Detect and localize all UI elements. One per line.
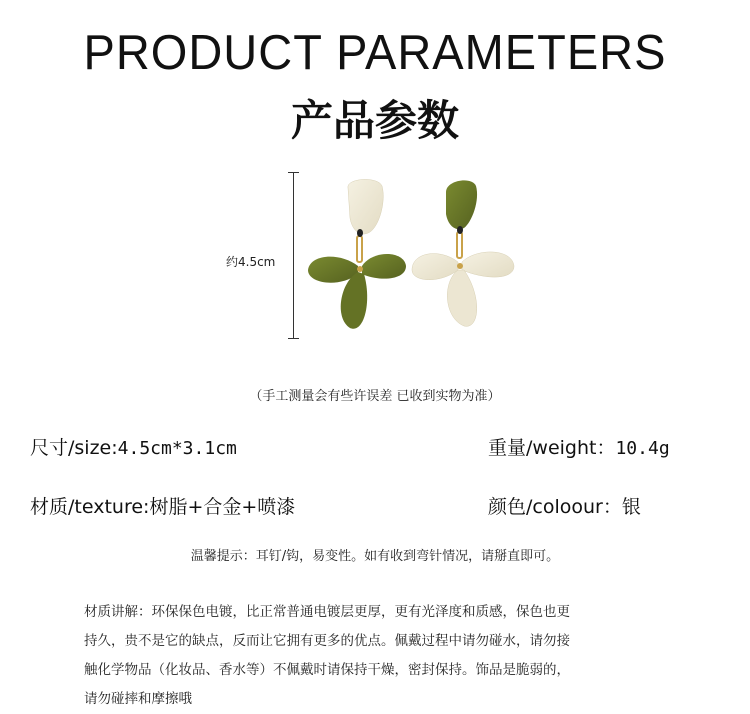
right-petal-2: [462, 252, 514, 277]
spec-weight-value: 10.4g: [615, 438, 670, 459]
left-petal-2: [362, 254, 406, 279]
spec-colour-value: 银: [621, 496, 641, 518]
dimension-label: 约4.5cm: [226, 255, 276, 269]
spec-colour-label: 颜色/coloour：: [488, 496, 622, 518]
measurement-note: （手工测量会有些许误差 已收到实物为准）: [249, 389, 501, 404]
page-title-en: PRODUCT PARAMETERS: [83, 23, 667, 80]
right-stud: [446, 180, 477, 229]
page-title-zh: 产品参数: [290, 96, 459, 145]
left-stud: [348, 179, 383, 234]
spec-texture: [30, 492, 295, 519]
spec-weight: [488, 433, 670, 460]
spec-weight-label: 重量/weight：: [488, 437, 616, 459]
tip-text: 温馨提示：耳钉/钩，易变性。如有收到弯针情况，请掰直即可。: [190, 549, 560, 564]
material-description: [84, 598, 694, 714]
spec-colour: [488, 492, 641, 519]
product-image: [300, 170, 530, 340]
left-earring: [308, 179, 406, 328]
description-line: 请勿碰摔和摩擦哦: [84, 691, 192, 707]
dimension-line: [293, 172, 294, 338]
right-petal-1: [412, 254, 458, 280]
description-line: 材质讲解：环保保色电镀，比正常普通电镀层更厚，更有光泽度和质感，保色也更: [84, 604, 570, 620]
description-line: 触化学物品（化妆品、香水等）不佩戴时请保持干燥，密封保持。饰品是脆弱的，: [84, 662, 570, 678]
spec-texture-label: 材质/texture:: [30, 496, 150, 518]
right-petal-3: [447, 270, 476, 326]
spec-texture-value: 树脂+合金+喷漆: [149, 496, 296, 518]
right-earring: [412, 180, 514, 326]
description-line: 持久，贵不是它的缺点，反而让它拥有更多的优点。佩戴过程中请勿碰水，请勿接: [84, 633, 570, 649]
spec-size-label: 尺寸/size:: [30, 437, 118, 459]
right-link: [457, 232, 462, 258]
dimension-bottom-cap: [288, 338, 299, 339]
spec-size-value: 4.5cm*3.1cm: [117, 438, 237, 459]
spec-size: [30, 433, 237, 460]
left-link: [357, 236, 362, 262]
